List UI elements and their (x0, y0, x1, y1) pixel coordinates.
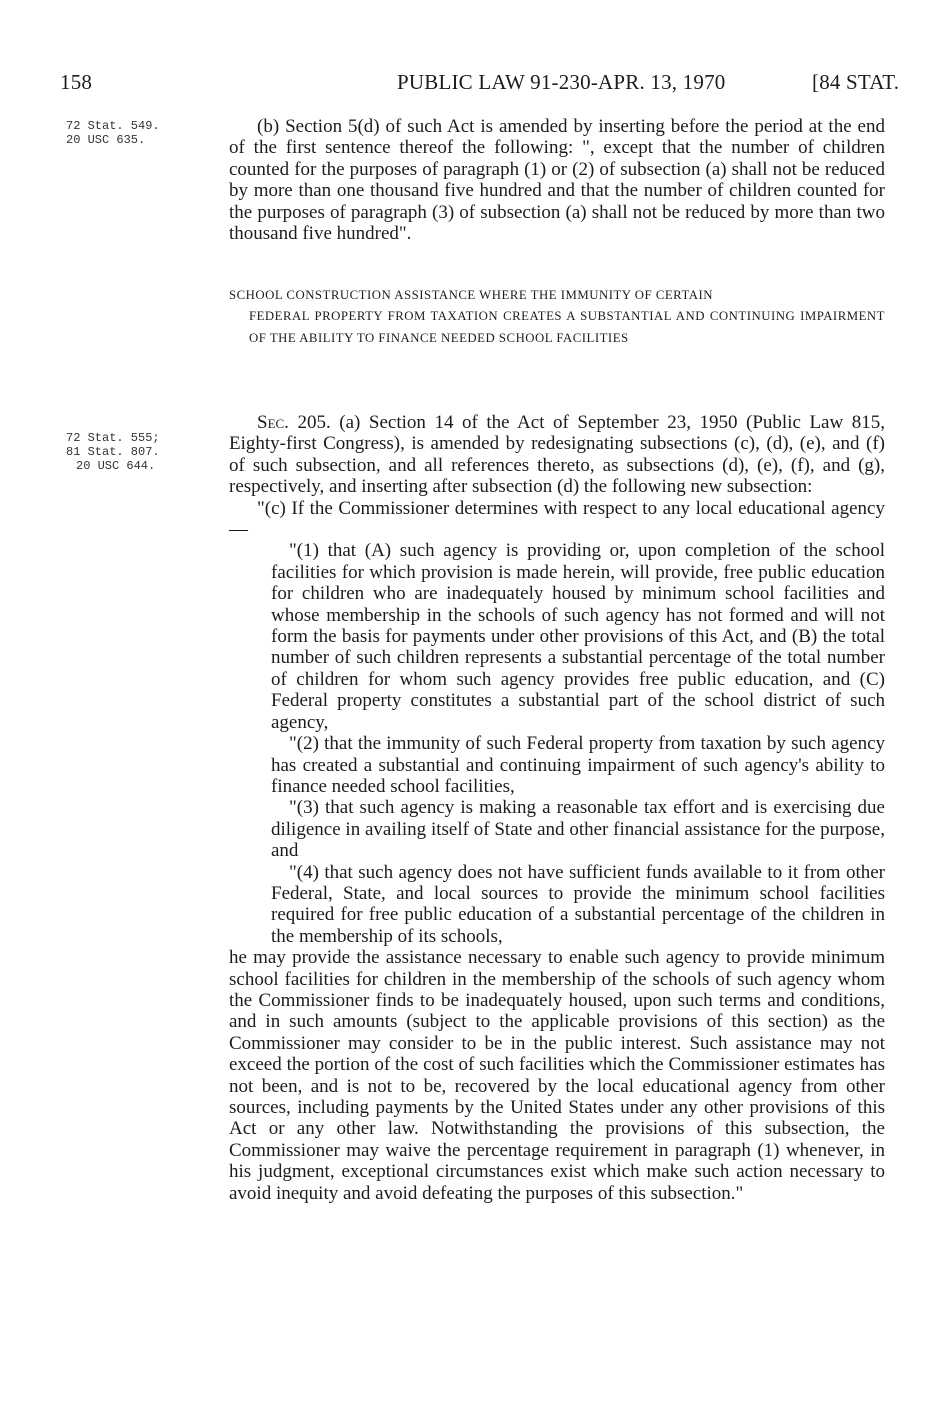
margin-note-line: 72 Stat. 549. (66, 119, 160, 133)
margin-note-1 (66, 119, 206, 147)
closing-paragraph: he may provide the assistance necessary to enable such agency to provide minimum school facilities for children in the membership of the schools of such agency whom the Commissioner finds to be inadequately housed, upon such terms and conditions, and in such amounts (subject to the applicable provisions of this section) as the Commissioner may consider to be in the public interest. Such assistance may not exceed the portion of the cost of such facilities which the Commissioner estimates has not been, and is not to be, recovered by the local educational agency from other sources, including payments by the United States under any other provisions of this Act or any other law. Notwithstanding the provisions of this subsection, the Commissioner may waive the percentage requirement in paragraph (1) whenever, in his judgment, exceptional circumstances exist which make such action necessary to avoid inequity and avoid defeating the purposes of this subsection." (229, 947, 885, 1204)
section-heading (229, 285, 885, 349)
margin-note-line: 81 Stat. 807. (66, 445, 160, 459)
paragraph-2: "(2) that the immunity of such Federal property from taxation by such agency has created a substantial and continuing impairment of such agency's ability to finance needed school facilities, (271, 733, 885, 797)
section-b-block (229, 116, 885, 244)
subsection-c-intro: "(c) If the Commissioner determines with respect to any local educational agency— (229, 497, 885, 541)
paragraph-4: "(4) that such agency does not have sufficient funds available to it from other Federal, State, and local sources to provide the minimum school facilities required for free public education of a substantial percentage of the children in the membership of its schools, (271, 861, 885, 947)
section-205-block (229, 412, 885, 1204)
section-label: Sec. 205. (257, 412, 331, 433)
section-b-paragraph: (b) Section 5(d) of such Act is amended by inserting before the period at the end of the first sentence thereof the following: ", except that the number of children counted for the purposes of paragraph (1) or (2) of subsection (a) shall not be reduced by more than one thousand five hundred and that the number of children counted for the purposes of paragraph (3) of subsection (a) shall not be reduced by more than two thousand five hundred". (229, 116, 885, 245)
section-205-paragraph (229, 412, 885, 498)
page-number: 158 (60, 70, 93, 94)
statute-reference: [84 STAT. (812, 70, 900, 94)
page-header-title: PUBLIC LAW 91-230-APR. 13, 1970 (397, 70, 726, 94)
margin-note-line: 72 Stat. 555; (66, 431, 160, 445)
paragraph-1: "(1) that (A) such agency is providing or, upon completion of the school facilities for which provision is made herein, will provide, free public education for children who are inadequately housed by minimum school facilities and whose membership in the schools of such agency has not formed and will not form the basis for payments under other provisions of this Act, and (B) the total number of such children represents a substantial percentage of the total number of children for whom such agency provides free public education, and (C) Federal property constitutes a substantial part of the school district of such agency, (271, 540, 885, 733)
margin-note-line: 20 USC 635. (66, 133, 146, 147)
margin-note-line: 20 USC 644. (76, 459, 156, 473)
margin-note-2 (66, 431, 206, 473)
heading-line-1: SCHOOL CONSTRUCTION ASSISTANCE WHERE THE IMMUNITY OF CERTAIN (229, 288, 713, 302)
section-205-text: (a) Section 14 of the Act of September 23, 1950 (Public Law 815, Eighty-first Congress), is amended by redesignating subsections (c), (d), (e), and (f) of such subsection, and all references thereto, as subsections (d), (e), (f), and (g), respectively, and inserting after subsection (d) the following new subsection: (229, 412, 886, 498)
heading-continuation: FEDERAL PROPERTY FROM TAXATION CREATES A SUBSTANTIAL AND CONTINUING IMPAIRMENT OF THE ABILITY TO FINANCE NEEDED SCHOOL FACILITIES (249, 309, 885, 345)
paragraph-3: "(3) that such agency is making a reasonable tax effort and is exercising due diligence in availing itself of State and other financial assistance for the purpose, and (271, 797, 885, 862)
